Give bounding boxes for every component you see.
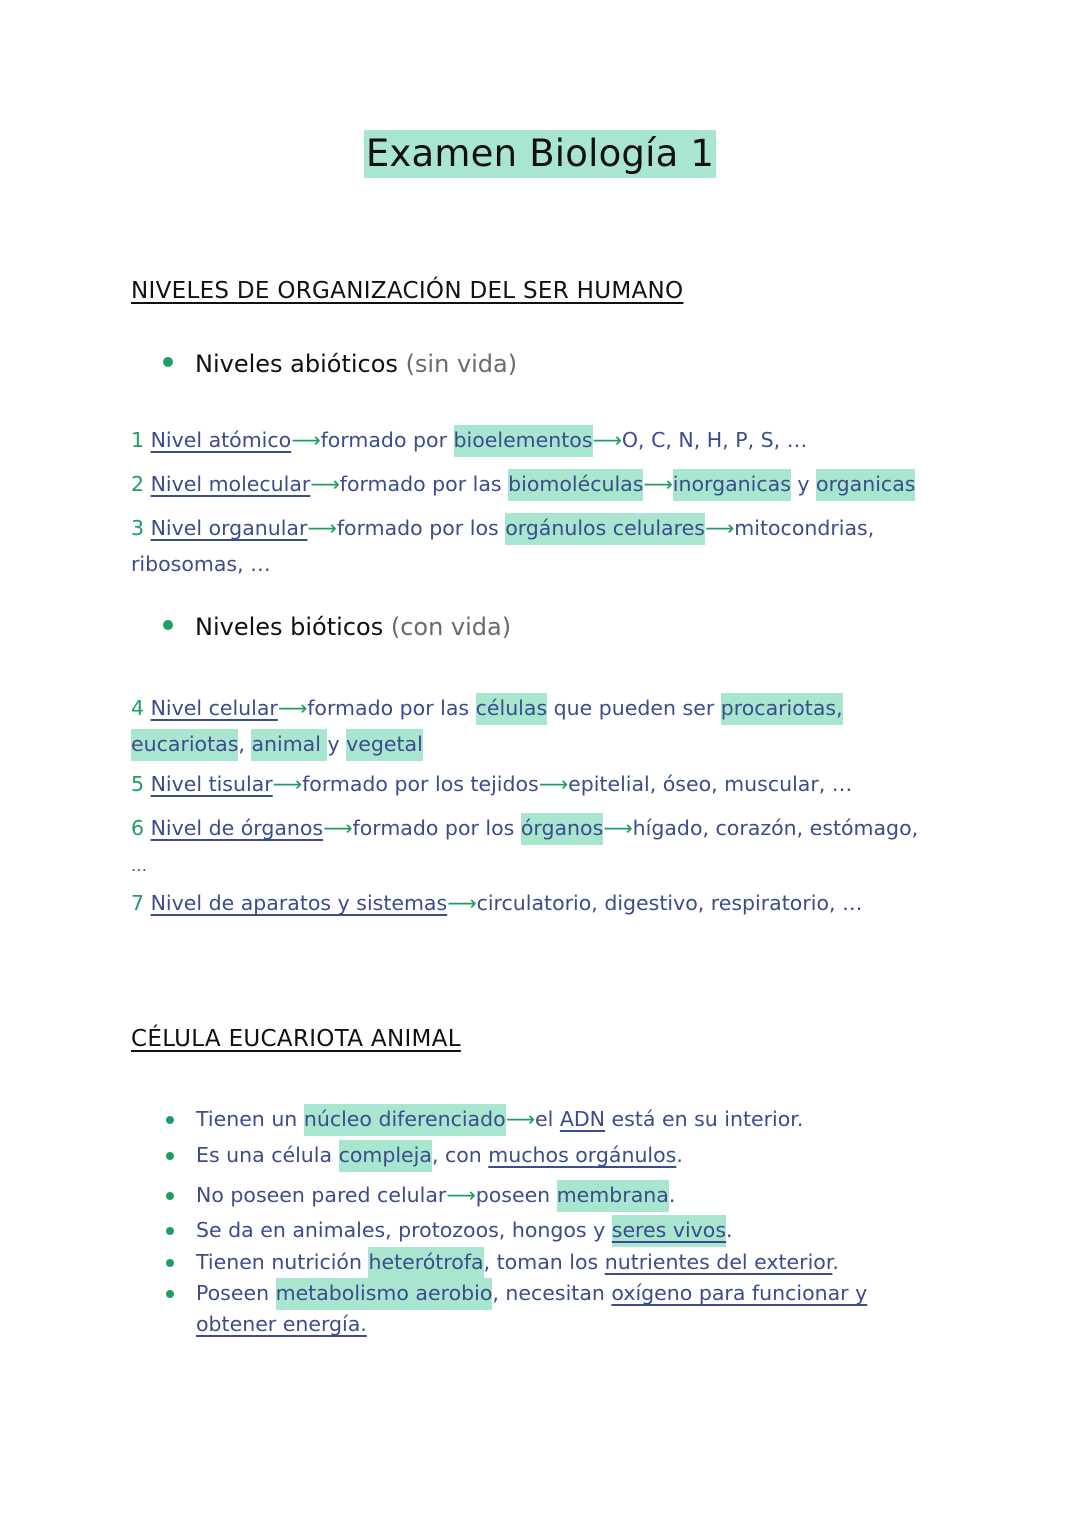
text: formado por las <box>307 696 476 720</box>
text: Poseen <box>196 1281 276 1305</box>
arrow-icon: ⟶ <box>310 472 340 496</box>
level-4-continued <box>131 727 423 761</box>
arrow-icon: ⟶ <box>603 816 633 840</box>
text: Tienen nutrición <box>196 1250 369 1274</box>
text: está en su interior. <box>605 1107 804 1131</box>
highlight: biomoléculas <box>508 469 643 501</box>
text: , <box>238 732 252 756</box>
underlined-term[interactable]: nutrientes del exterior <box>604 1250 833 1274</box>
bullet-icon <box>166 1116 174 1124</box>
highlight: organicas <box>816 469 915 501</box>
underlined-term[interactable]: obtener energía. <box>196 1312 367 1336</box>
subheading-bioticos <box>163 613 511 641</box>
bullet-icon <box>163 357 173 367</box>
level-5 <box>131 767 852 801</box>
text: y <box>790 472 817 496</box>
text: , necesitan <box>492 1281 612 1305</box>
section-heading-celula: CÉLULA EUCARIOTA ANIMAL <box>131 1026 461 1052</box>
text: hígado, corazón, estómago, <box>632 816 919 840</box>
title-container <box>0 130 1080 178</box>
level-name-link[interactable]: Nivel de aparatos y sistemas <box>150 891 448 915</box>
level-4 <box>131 691 843 725</box>
highlight: orgánulos celulares <box>505 513 705 545</box>
highlight: compleja <box>339 1140 432 1172</box>
level-name-link[interactable]: Nivel organular <box>150 516 308 540</box>
subheading-label: Niveles abióticos <box>195 350 398 378</box>
level-name-link[interactable]: Nivel celular <box>150 696 278 720</box>
underlined-term[interactable]: oxígeno para funcionar y <box>611 1281 868 1305</box>
text: formado por los <box>352 816 521 840</box>
bullet-icon <box>163 620 173 630</box>
text: que pueden ser <box>547 696 721 720</box>
arrow-icon: ⟶ <box>505 1107 536 1131</box>
level-number: 4 <box>131 696 145 720</box>
level-number: 1 <box>131 428 145 452</box>
text: formado por las <box>339 472 509 496</box>
text: . <box>726 1218 733 1242</box>
bullet-icon <box>166 1227 174 1235</box>
highlight: bioelementos <box>454 425 593 457</box>
subheading-label: Niveles bióticos <box>195 613 384 641</box>
text: No poseen pared celular <box>196 1183 447 1207</box>
text: O, C, N, H, P, S, … <box>621 428 808 452</box>
arrow-icon: ⟶ <box>592 428 622 452</box>
underlined-term[interactable]: muchos orgánulos <box>488 1143 677 1167</box>
underlined-term[interactable]: ADN <box>559 1107 606 1131</box>
highlight: vegetal <box>346 729 423 761</box>
text: Se da en animales, protozoos, hongos y <box>196 1218 612 1242</box>
text: Tienen un <box>196 1107 304 1131</box>
level-number: 6 <box>131 816 145 840</box>
arrow-icon: ⟶ <box>323 816 353 840</box>
level-name-link[interactable]: Nivel molecular <box>150 472 311 496</box>
highlight: membrana <box>557 1180 669 1212</box>
bullet-icon <box>166 1152 174 1160</box>
level-1 <box>131 423 807 457</box>
highlight: células <box>476 693 548 725</box>
arrow-icon: ⟶ <box>643 472 673 496</box>
subheading-paren: (con vida) <box>390 613 512 641</box>
level-name-link[interactable]: Nivel de órganos <box>150 816 324 840</box>
highlight: animal <box>251 729 327 761</box>
arrow-icon: ⟶ <box>446 1183 476 1207</box>
text: circulatorio, digestivo, respiratorio, … <box>476 891 863 915</box>
level-number: 5 <box>131 772 145 796</box>
text: , con <box>431 1143 489 1167</box>
text: . <box>832 1250 839 1274</box>
level-7 <box>131 886 863 920</box>
text: formado por los <box>336 516 506 540</box>
arrow-icon: ⟶ <box>447 891 477 915</box>
bullet-icon <box>166 1192 174 1200</box>
highlight: órganos <box>521 813 603 845</box>
level-6-continued: … <box>131 856 147 875</box>
text: Es una célula <box>196 1143 339 1167</box>
level-name-link[interactable]: Nivel tisular <box>150 772 273 796</box>
arrow-icon: ⟶ <box>272 772 303 796</box>
level-number: 7 <box>131 891 145 915</box>
arrow-icon: ⟶ <box>291 428 321 452</box>
highlight: núcleo diferenciado <box>304 1104 506 1136</box>
text: formado por <box>320 428 454 452</box>
arrow-icon: ⟶ <box>538 772 569 796</box>
text: mitocondrias, <box>734 516 875 540</box>
text: epitelial, óseo, muscular, … <box>568 772 853 796</box>
arrow-icon: ⟶ <box>704 516 735 540</box>
level-2 <box>131 467 915 501</box>
text: . <box>676 1143 683 1167</box>
level-3-continued: ribosomas, … <box>131 552 271 576</box>
highlighted-underlined-term[interactable]: seres vivos <box>612 1215 726 1247</box>
level-6 <box>131 811 918 845</box>
arrow-icon: ⟶ <box>307 516 337 540</box>
text: poseen <box>475 1183 557 1207</box>
text: , toman los <box>483 1250 605 1274</box>
level-number: 3 <box>131 516 145 540</box>
text: formado por los tejidos <box>302 772 539 796</box>
highlight: inorganicas <box>673 469 791 501</box>
text: el <box>535 1107 560 1131</box>
highlight: procariotas, <box>721 693 843 725</box>
highlight: eucariotas <box>131 729 238 761</box>
arrow-icon: ⟶ <box>277 696 308 720</box>
subheading-paren: (sin vida) <box>405 350 518 378</box>
highlight: metabolismo aerobio <box>276 1278 493 1310</box>
level-number: 2 <box>131 472 145 496</box>
level-3 <box>131 511 874 545</box>
document-title: Examen Biología 1 <box>364 130 716 178</box>
level-name-link[interactable]: Nivel atómico <box>150 428 292 452</box>
section-heading-niveles: NIVELES DE ORGANIZACIÓN DEL SER HUMANO <box>131 278 684 304</box>
highlight: heterótrofa <box>368 1247 483 1279</box>
bullet-icon <box>166 1290 174 1298</box>
subheading-abioticos <box>163 350 517 378</box>
bullet-icon <box>166 1259 174 1267</box>
text: . <box>668 1183 676 1207</box>
text: y <box>327 732 347 756</box>
